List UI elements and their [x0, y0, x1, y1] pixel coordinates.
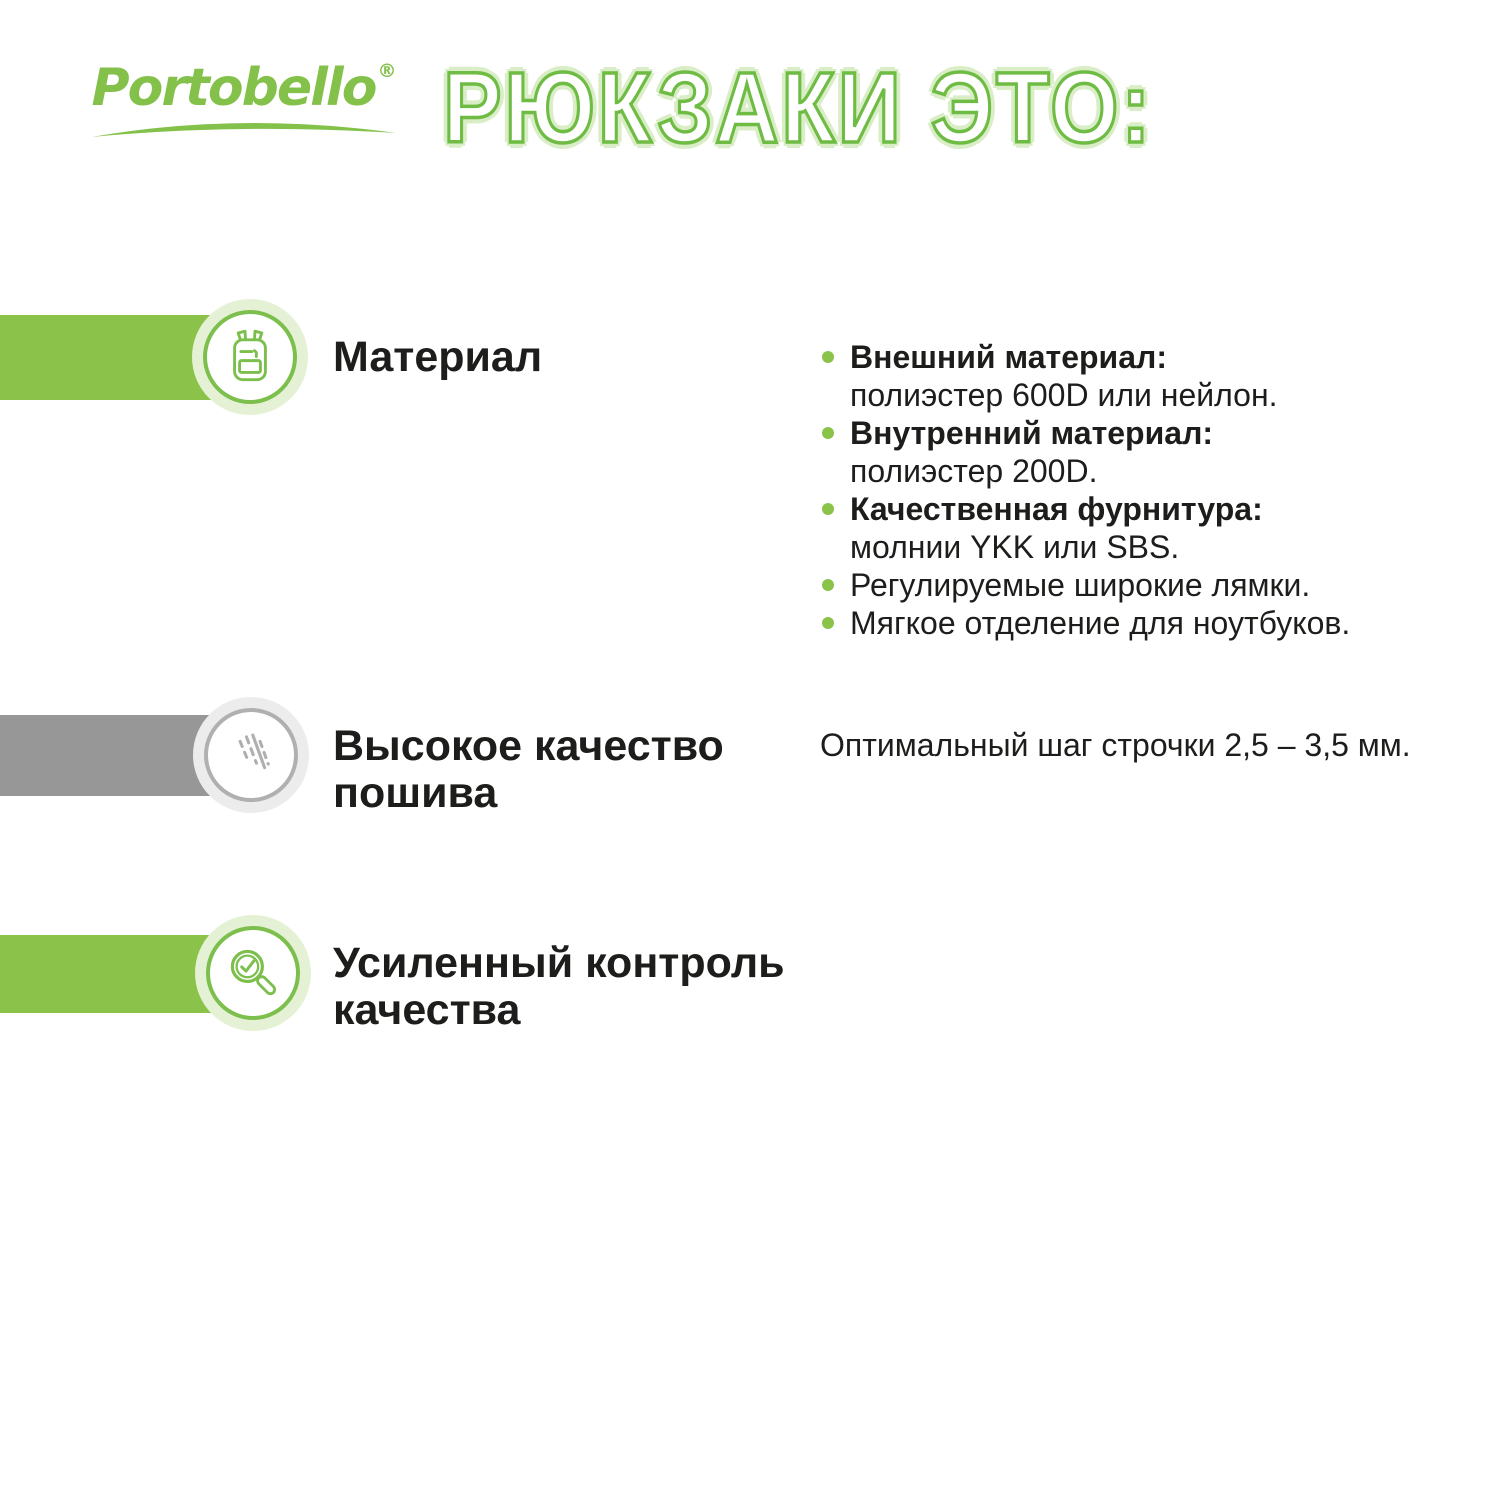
brand-name: Portobello: [91, 58, 376, 118]
backpack-icon: [221, 328, 279, 386]
bullet-dot-icon: [822, 503, 834, 515]
list-item-text: Регулируемые широкие лямки.: [850, 567, 1311, 603]
brand-logo-text-row: [88, 58, 400, 118]
section-badge-quality-control: [195, 915, 311, 1031]
list-item: [820, 414, 1480, 490]
registered-trademark-icon: ®: [377, 60, 397, 82]
icon-disc: [203, 310, 297, 404]
list-item-label: Внутренний материал:: [850, 415, 1214, 451]
list-item-text: Мягкое отделение для ноутбуков.: [850, 605, 1351, 641]
section-heading-quality-control: Усиленный контроль качества: [333, 939, 785, 1034]
list-item-text: молнии YKK или SBS.: [850, 529, 1180, 565]
list-item: [820, 338, 1480, 414]
list-item-text: полиэстер 600D или нейлон.: [850, 377, 1278, 413]
logo-swoosh-icon: [90, 118, 398, 142]
section-heading-material: Материал: [333, 333, 543, 381]
bullet-dot-icon: [822, 427, 834, 439]
list-item: [820, 604, 1480, 642]
material-feature-list: [820, 338, 1480, 642]
icon-disc: [204, 708, 298, 802]
list-item-label: Качественная фурнитура:: [850, 491, 1263, 527]
list-item-label: Внешний материал:: [850, 339, 1167, 375]
section-badge-sewing-quality: [193, 697, 309, 813]
page-title: [443, 52, 1250, 164]
brand-logo: [88, 58, 400, 142]
section-badge-material: [192, 299, 308, 415]
section-heading-sewing-quality: Высокое качество пошива: [333, 722, 724, 817]
sewing-quality-note: Оптимальный шаг строчки 2,5 – 3,5 мм.: [820, 727, 1411, 763]
list-item-text: полиэстер 200D.: [850, 453, 1098, 489]
bullet-dot-icon: [822, 351, 834, 363]
bullet-dot-icon: [822, 579, 834, 591]
list-item: [820, 490, 1480, 566]
magnifier-check-icon: [223, 943, 283, 1003]
stitching-icon: [222, 726, 280, 784]
list-item: [820, 566, 1480, 604]
bullet-dot-icon: [822, 617, 834, 629]
page-title-text: РЮКЗАКИ ЭТО:: [443, 52, 1154, 164]
icon-disc: [206, 926, 300, 1020]
